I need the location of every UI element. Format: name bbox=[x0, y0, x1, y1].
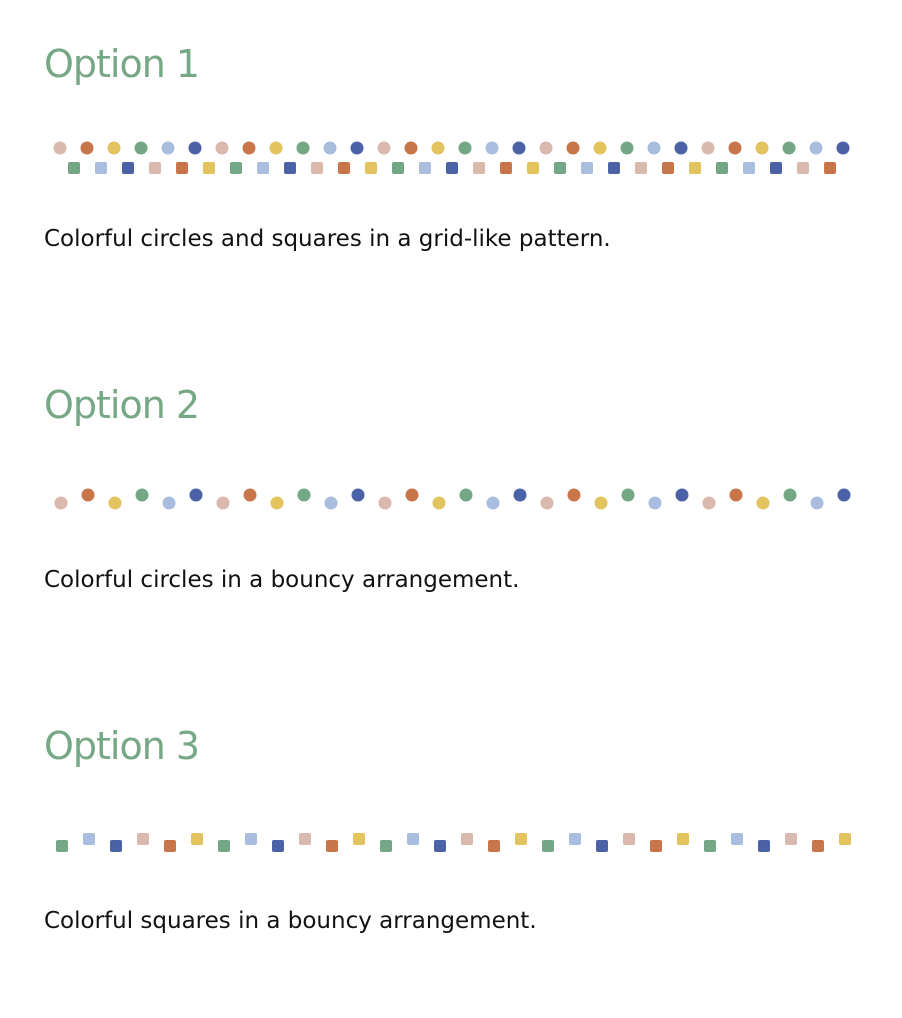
pattern-square bbox=[581, 162, 593, 174]
pattern-circle bbox=[433, 497, 446, 510]
pattern-circle bbox=[757, 497, 770, 510]
pattern-square bbox=[68, 162, 80, 174]
pattern-square bbox=[731, 833, 743, 845]
option-3-title: Option 3 bbox=[44, 724, 200, 768]
pattern-square bbox=[191, 833, 203, 845]
pattern-circle bbox=[568, 489, 581, 502]
pattern-circle bbox=[621, 142, 634, 155]
pattern-circle bbox=[675, 142, 688, 155]
pattern-square bbox=[203, 162, 215, 174]
option-3-pattern bbox=[0, 822, 902, 882]
pattern-square bbox=[515, 833, 527, 845]
pattern-square bbox=[689, 162, 701, 174]
pattern-square bbox=[770, 162, 782, 174]
pattern-circle bbox=[702, 142, 715, 155]
pattern-square bbox=[596, 840, 608, 852]
pattern-square bbox=[434, 840, 446, 852]
pattern-circle bbox=[784, 489, 797, 502]
pattern-square bbox=[380, 840, 392, 852]
pattern-circle bbox=[378, 142, 391, 155]
pattern-square bbox=[149, 162, 161, 174]
pattern-circle bbox=[271, 497, 284, 510]
pattern-square bbox=[635, 162, 647, 174]
pattern-square bbox=[218, 840, 230, 852]
pattern-circle bbox=[811, 497, 824, 510]
pattern-circle bbox=[459, 142, 472, 155]
pattern-square bbox=[245, 833, 257, 845]
pattern-circle bbox=[244, 489, 257, 502]
pattern-square bbox=[353, 833, 365, 845]
pattern-circle bbox=[676, 489, 689, 502]
pattern-square bbox=[338, 162, 350, 174]
pattern-circle bbox=[379, 497, 392, 510]
pattern-circle bbox=[513, 142, 526, 155]
pattern-circle bbox=[298, 489, 311, 502]
pattern-circle bbox=[55, 497, 68, 510]
pattern-square bbox=[83, 833, 95, 845]
pattern-square bbox=[623, 833, 635, 845]
pattern-square bbox=[812, 840, 824, 852]
pattern-circle bbox=[810, 142, 823, 155]
pattern-square bbox=[446, 162, 458, 174]
pattern-circle bbox=[487, 497, 500, 510]
pattern-square bbox=[56, 840, 68, 852]
pattern-square bbox=[554, 162, 566, 174]
pattern-square bbox=[230, 162, 242, 174]
pattern-circle bbox=[460, 489, 473, 502]
pattern-square bbox=[299, 833, 311, 845]
pattern-circle bbox=[486, 142, 499, 155]
pattern-square bbox=[542, 840, 554, 852]
pattern-square bbox=[500, 162, 512, 174]
pattern-square bbox=[677, 833, 689, 845]
pattern-circle bbox=[190, 489, 203, 502]
pattern-circle bbox=[405, 142, 418, 155]
pattern-square bbox=[461, 833, 473, 845]
pattern-circle bbox=[108, 142, 121, 155]
pattern-square bbox=[176, 162, 188, 174]
pattern-circle bbox=[324, 142, 337, 155]
pattern-square bbox=[284, 162, 296, 174]
pattern-circle bbox=[217, 497, 230, 510]
pattern-circle bbox=[594, 142, 607, 155]
pattern-circle bbox=[54, 142, 67, 155]
pattern-circle bbox=[352, 489, 365, 502]
pattern-circle bbox=[567, 142, 580, 155]
pattern-circle bbox=[729, 142, 742, 155]
pattern-circle bbox=[135, 142, 148, 155]
pattern-circle bbox=[838, 489, 851, 502]
pattern-square bbox=[824, 162, 836, 174]
pattern-circle bbox=[216, 142, 229, 155]
pattern-square bbox=[743, 162, 755, 174]
pattern-square bbox=[257, 162, 269, 174]
pattern-square bbox=[797, 162, 809, 174]
pattern-square bbox=[716, 162, 728, 174]
pattern-square bbox=[164, 840, 176, 852]
pattern-square bbox=[95, 162, 107, 174]
pattern-circle bbox=[163, 497, 176, 510]
pattern-circle bbox=[297, 142, 310, 155]
pattern-square bbox=[839, 833, 851, 845]
pattern-circle bbox=[270, 142, 283, 155]
pattern-circle bbox=[783, 142, 796, 155]
pattern-circle bbox=[514, 489, 527, 502]
pattern-circle bbox=[109, 497, 122, 510]
pattern-square bbox=[758, 840, 770, 852]
pattern-square bbox=[326, 840, 338, 852]
option-1-description: Colorful circles and squares in a grid-like pattern. bbox=[44, 226, 611, 252]
pattern-square bbox=[608, 162, 620, 174]
option-1-pattern bbox=[0, 130, 902, 190]
pattern-circle bbox=[243, 142, 256, 155]
pattern-square bbox=[407, 833, 419, 845]
pattern-circle bbox=[703, 497, 716, 510]
pattern-circle bbox=[541, 497, 554, 510]
pattern-circle bbox=[189, 142, 202, 155]
pattern-circle bbox=[82, 489, 95, 502]
option-1-title: Option 1 bbox=[44, 42, 200, 86]
pattern-circle bbox=[595, 497, 608, 510]
option-2-title: Option 2 bbox=[44, 383, 200, 427]
pattern-square bbox=[392, 162, 404, 174]
pattern-circle bbox=[649, 497, 662, 510]
pattern-circle bbox=[325, 497, 338, 510]
pattern-circle bbox=[622, 489, 635, 502]
pattern-square bbox=[473, 162, 485, 174]
pattern-square bbox=[122, 162, 134, 174]
pattern-square bbox=[110, 840, 122, 852]
pattern-square bbox=[650, 840, 662, 852]
pattern-square bbox=[704, 840, 716, 852]
pattern-square bbox=[419, 162, 431, 174]
pattern-circle bbox=[648, 142, 661, 155]
pattern-circle bbox=[756, 142, 769, 155]
pattern-circle bbox=[81, 142, 94, 155]
pattern-circle bbox=[351, 142, 364, 155]
option-3-description: Colorful squares in a bouncy arrangement. bbox=[44, 908, 537, 934]
pattern-square bbox=[311, 162, 323, 174]
pattern-circle bbox=[432, 142, 445, 155]
pattern-square bbox=[137, 833, 149, 845]
pattern-circle bbox=[837, 142, 850, 155]
pattern-square bbox=[488, 840, 500, 852]
pattern-square bbox=[569, 833, 581, 845]
pattern-circle bbox=[540, 142, 553, 155]
pattern-circle bbox=[730, 489, 743, 502]
option-2-pattern bbox=[0, 478, 902, 538]
pattern-square bbox=[662, 162, 674, 174]
pattern-circle bbox=[136, 489, 149, 502]
pattern-square bbox=[365, 162, 377, 174]
pattern-circle bbox=[162, 142, 175, 155]
option-2-description: Colorful circles in a bouncy arrangement. bbox=[44, 567, 520, 593]
pattern-square bbox=[527, 162, 539, 174]
pattern-square bbox=[785, 833, 797, 845]
pattern-circle bbox=[406, 489, 419, 502]
pattern-square bbox=[272, 840, 284, 852]
